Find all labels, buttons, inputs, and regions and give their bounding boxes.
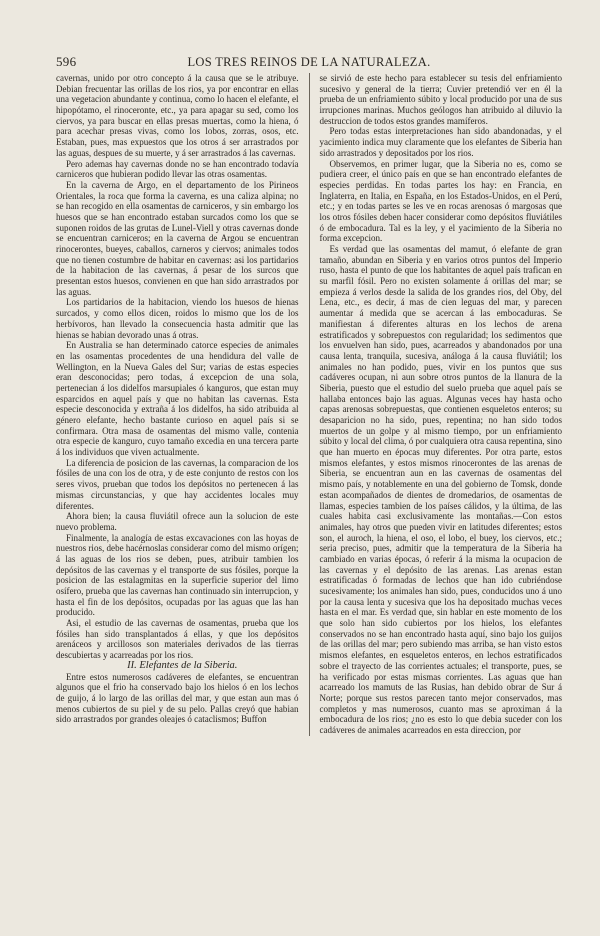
paragraph: Observemos, en primer lugar, que la Siberia no es, como se pudiera creer, el único país en que se han encontrado elefantes de especies perdidas. En todas partes los hay: en Francia, en Inglaterra, en Italia, en España, en los Estados-Unidos, en el Perú, etc.; y en todas partes se les ve en rocas arenosas ó margosas que los otros fósiles deben hacer considerar como depósitos fluviátiles ó de embocadura. Tal es la ley, y el yacimiento de la Siberia no forma excepcion. bbox=[319, 158, 563, 244]
paragraph: Ahora bien; la causa fluviátil ofrece aun la solucion de este nuevo problema. bbox=[56, 511, 299, 532]
running-title: LOS TRES REINOS DE LA NATURALEZA. bbox=[187, 55, 431, 69]
paragraph: Es verdad que las osamentas del mamut, ó elefante de gran tamaño, abundan en Siberia y en varios otros puntos del Imperio ruso, hasta el punto de que los habitantes de aquel país trafican en su marfil fósil. Pero no existen solamente á orillas del mar; se empieza á verlos desde la salida de los grandes rios, del Oby, del Lena, etc., es decir, á mas de cien leguas del mar, y parecen aumentar á medida que se acercan á las embocaduras. Se manifiestan á diferentes alturas en los lechos de arena estratificados y sobrepuestos con regularidad; los sedimentos que los envuelven han sido, pues, acarreados y abandonados por una causa lenta, tranquila, sucesiva, análoga á la causa fluviátil; los animales no han podido, pues, vivir en los puntos que sus cadáveres ocupan, ni aun sobre otros puntos de la llanura de la Siberia, puesto que el estudio del suelo prueba que aquel país se hallaba entonces bajo las aguas. Algunas veces hay hasta ocho capas arenosas sobrepuestas, que contienen esqueletos enteros; su desaparicion no ha sido, pues, repentina; no han sido todos muertos de un golpe y al mismo tiempo, por un enfriamiento súbito y local del clima, ó por cualquiera otra causa repentina, sino que han muerto en épocas muy diferentes. Por otra parte, estos mismos elefantes, y estos mismos rinocerontes de las arenas de Siberia, se encuentran aun en las cavernas de osamentas del mismo país, y notablemente en una del gobierno de Tomsk, donde estan acompañados de dientes de dromedarios, de osamentas de llamas, especies tambien de los países cálidos, y la última, de las cuales habita casi exclusivamente las montañas.—Con estos animales, hay otros que pueden vivir en latitudes diferentes; estos son, el auroch, la hiena, el oso, el lobo, el buey, los ciervos, etc.; seria preciso, pues, admitir que la temperatura de la Siberia ha cambiado en varias épocas, ó referir á la misma la ocupacion de las cavernas y el depósito de las arenas. Las arenas estan estratificadas ó formadas de lechos que han ido cubriéndose sucesivamente; los animales han sido, pues, conducidos uno á uno por la causa lenta y sucesiva que los ha depositado muchas veces hasta en el mar. Es verdad que, sin hablar en este momento de los que solo han sido cubiertos por los hielos, los elefantes conservados no se han encontrado hasta aquí, sino bajo los guijos de las orillas del mar; pero subiendo mas arriba, se han visto estos mismos elefantes, en esqueletos enteros, en lechos estratificados sobre el trayecto de las corrientes actuales; el transporte, pues, se ha verificado por estas mismas corrientes. Las aguas que han acarreado los mamuts de las Rusias, han debido obrar de Sur á Norte; porque sus restos parecen tanto mejor conservados, mas completos y mas numerosos, cuanto mas se aproximan á la embocadura de los rios; ¿no es esto lo que debia suceder con los cadáveres de animales acarreados en esta direccion, por bbox=[319, 244, 563, 735]
paragraph: En Australia se han determinado catorce especies de animales en las osamentas procedentes de una hendidura del valle de Wellington, en la Nueva Gales del Sur; varias de estas especies eran desconocidas; pero todas, á excepcion de una sola, pertenecian á los didelfos marsupiales ó kanguros, que estan muy esparcidos en aquel país y que no habitan las cavernas. Esta especie desconocida y extraña á los didelfos, ha sido atribuida al género elefante, hecho bastante curioso en aquel país si se confirmara. Otra masa de osamentas del mismo valle, contenia otra especie de kanguro, cuyo tamaño excedia en una tercera parte á los individuos que viven actualmente. bbox=[56, 340, 299, 458]
paragraph: Pero ademas hay cavernas donde no se han encontrado todavía carniceros que hubieran podido llevar las otras osamentas. bbox=[56, 158, 299, 180]
left-column bbox=[56, 73, 299, 736]
column-divider bbox=[309, 73, 310, 736]
paragraph: Finalmente, la analogía de estas excavaciones con las hoyas de nuestros rios, debe hacérnoslas considerar como del mismo orígen; á las aguas de los rios se deben, pues, atribuir tambien los depósitos de las cavernas y el transporte de sus fósiles, porque la posicion de las estalagmitas en la superficie superior del limo osífero, prueba que las cavernas han continuado sin interrupcion, y hasta el fin de los depósitos, ocupadas por las aguas que las han producido. bbox=[56, 532, 299, 618]
section-heading: II. Elefantes de la Siberia. bbox=[127, 659, 238, 671]
paragraph: Entre estos numerosos cadáveres de elefantes, se encuentran algunos que el frio ha conservado bajo los hielos ó en los lechos de guijo, á lo largo de las orillas del mar, y que estan aun mas ó menos cubiertos de su piel y de su pelo. Pallas creyó que habian sido arrastrados por grandes oleajes ó cataclismos; Buffon bbox=[56, 671, 299, 725]
text-columns bbox=[56, 73, 562, 736]
page-number: 596 bbox=[56, 54, 77, 69]
paragraph: Pero todas estas interpretaciones han sido abandonadas, y el yacimiento indica muy claramente que los elefantes de Siberia han sido arrastrados y depositados por los rios. bbox=[319, 126, 563, 158]
paragraph: La diferencia de posicion de las cavernas, la comparacion de los fósiles de una con los de otra, y de este conjunto de restos con los seres vivos, prueban que todos los depósitos no pertenecen á las mismas circunstancias, y que hay accidentes locales muy diferentes. bbox=[56, 457, 299, 511]
paragraph: cavernas, unido por otro concepto á la causa que se le atribuye. Debian frecuentar las orillas de los rios, ya por encontrar en ellas una vegetacion abundante y continua, como lo hacen el elefante, el hipopótamo, el rinoceronte, etc., ya para apagar su sed, como los ciervos, ya para buscar en ellas presas muertas, como la hiena, ó para acechar presas vivas, como los lobos, zorras, osos, etc. Estaban, pues, mas expuestos que los otros á ser arrastrados por las aguas, despues de su muerte, y á ser arrastrados á las cavernas. bbox=[56, 73, 299, 158]
page-header bbox=[56, 54, 562, 70]
paragraph: Los partidarios de la habitacion, viendo los huesos de hienas surcados, y como ellos dicen, roidos lo mismo que los de los herbívoros, han llevado la consecuencia hasta admitir que las hienas se habian devorado unas á otras. bbox=[56, 297, 299, 340]
right-column bbox=[320, 73, 563, 736]
paragraph: En la caverna de Argo, en el departamento de los Pirineos Orientales, la roca que forma la caverna, es una caliza alpina; no se han recogido en ella osamentas de carniceros, y sin embargo los huesos que se han encontrado estaban surcados como los que se suponen roidos de las grutas de Lunel-Viell y otras cavernas donde se encuentran carniceros; en la caverna de Argou se encuentran rinocerontes, bueyes, caballos, carneros y ciervos; animales todos que no tienen costumbre de habitar en cavernas: asi los partidarios de la habitacion de las cavernas, á pesar de los surcos que presentan estos huesos, convienen en que han sido arrastrados por las aguas. bbox=[56, 179, 299, 297]
paragraph: se sirvió de este hecho para establecer su tesis del enfriamiento sucesivo y general de la tierra; Cuvier pretendió ver en él la prueba de un enfriamiento súbito y local producido por una de sus irrupciones marinas. Muchos geólogos han atribuido al diluvio la destruccion de todos estos grandes mamíferos. bbox=[319, 73, 563, 126]
paragraph: Asi, el estudio de las cavernas de osamentas, prueba que los fósiles han sido transplantados á ellas, y que los depósitos arenáceos y arcillosos son materiales derivados de las tierras descubiertas y acarreadas por los rios. bbox=[56, 618, 299, 661]
